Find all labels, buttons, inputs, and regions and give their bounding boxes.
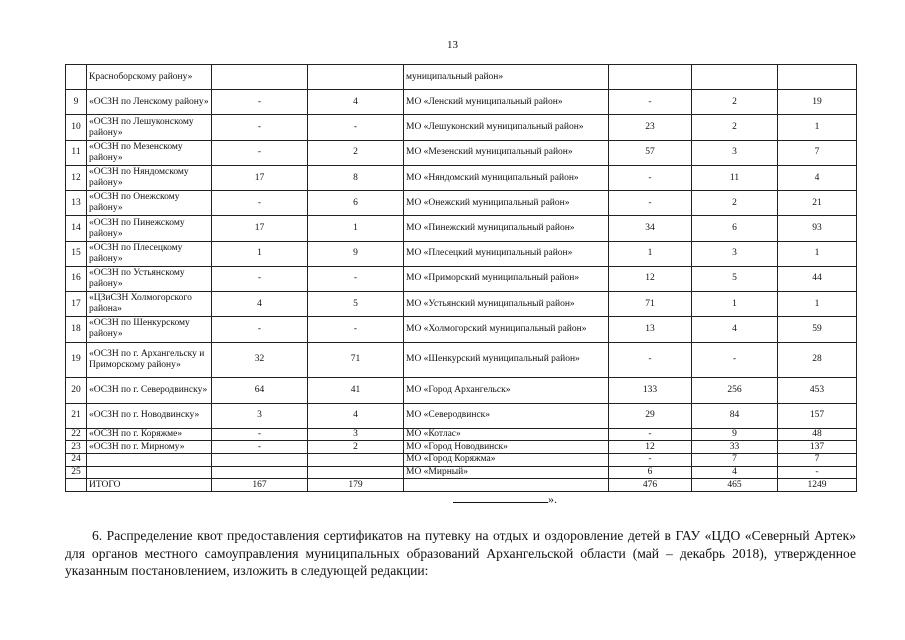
value-cell: 21 <box>778 191 857 216</box>
organization-cell: «ОСЗН по Лешуконскому району» <box>87 115 212 140</box>
value-cell: 8 <box>308 165 404 190</box>
value-cell: 93 <box>778 216 857 241</box>
value-cell: - <box>212 115 308 140</box>
organization-cell: «ЦЗиСЗН Холмогорского района» <box>87 292 212 317</box>
value-cell: - <box>212 140 308 165</box>
value-cell: - <box>212 441 308 454</box>
value-cell: 1 <box>778 292 857 317</box>
value-cell: 4 <box>212 292 308 317</box>
organization-cell: «ОСЗН по Устьянскому району» <box>87 266 212 291</box>
row-number: 20 <box>66 378 87 403</box>
value-cell: 32 <box>212 342 308 378</box>
value-cell: 2 <box>308 140 404 165</box>
value-cell <box>609 65 692 90</box>
value-cell <box>778 65 857 90</box>
value-cell: 1 <box>778 115 857 140</box>
value-cell: 1 <box>692 292 778 317</box>
value-cell: 6 <box>692 216 778 241</box>
value-cell: 48 <box>778 428 857 441</box>
value-cell: 44 <box>778 266 857 291</box>
value-cell: 9 <box>308 241 404 266</box>
value-cell: 2 <box>692 191 778 216</box>
table-row <box>66 292 857 317</box>
row-number: 21 <box>66 403 87 428</box>
value-cell: 29 <box>609 403 692 428</box>
page-number: 13 <box>447 39 458 51</box>
municipality-cell: МО «Ленский муниципальный район» <box>404 90 609 115</box>
municipality-cell: МО «Лешуконский муниципальный район» <box>404 115 609 140</box>
value-cell <box>212 65 308 90</box>
row-number <box>66 479 87 492</box>
value-cell: - <box>212 191 308 216</box>
table-row <box>66 65 857 90</box>
closing-mark <box>453 492 557 507</box>
organization-cell: Красноборскому району» <box>87 65 212 90</box>
row-number: 24 <box>66 454 87 467</box>
value-cell: 11 <box>692 165 778 190</box>
value-cell: - <box>308 317 404 342</box>
value-cell: 4 <box>778 165 857 190</box>
organization-cell <box>87 466 212 479</box>
municipality-cell: МО «Город Архангельск» <box>404 378 609 403</box>
value-cell: 3 <box>212 403 308 428</box>
value-cell: - <box>212 266 308 291</box>
municipality-cell: МО «Город Коряжма» <box>404 454 609 467</box>
row-number: 11 <box>66 140 87 165</box>
table-row <box>66 266 857 291</box>
organization-cell: «ОСЗН по Плесецкому району» <box>87 241 212 266</box>
value-cell: 57 <box>609 140 692 165</box>
value-cell: 476 <box>609 479 692 492</box>
value-cell: 71 <box>609 292 692 317</box>
value-cell: - <box>212 317 308 342</box>
value-cell <box>212 454 308 467</box>
municipality-cell: муниципальный район» <box>404 65 609 90</box>
value-cell: 19 <box>778 90 857 115</box>
value-cell: 465 <box>692 479 778 492</box>
closing-quote: ». <box>548 492 557 506</box>
row-number: 23 <box>66 441 87 454</box>
organization-cell: «ОСЗН по г. Северодвинску» <box>87 378 212 403</box>
row-number: 22 <box>66 428 87 441</box>
value-cell: - <box>308 266 404 291</box>
value-cell: 23 <box>609 115 692 140</box>
value-cell: 17 <box>212 165 308 190</box>
value-cell <box>308 454 404 467</box>
municipality-cell: МО «Шенкурский муниципальный район» <box>404 342 609 378</box>
organization-cell <box>87 454 212 467</box>
value-cell <box>308 466 404 479</box>
table-row <box>66 115 857 140</box>
organization-cell: «ОСЗН по г. Мирному» <box>87 441 212 454</box>
signature-line <box>453 494 548 503</box>
table-row <box>66 428 857 441</box>
value-cell: 3 <box>692 241 778 266</box>
value-cell: - <box>212 90 308 115</box>
value-cell: 6 <box>609 466 692 479</box>
value-cell: - <box>212 428 308 441</box>
row-number <box>66 65 87 90</box>
municipality-cell: МО «Онежский муниципальный район» <box>404 191 609 216</box>
row-number: 10 <box>66 115 87 140</box>
organization-cell: «ОСЗН по г. Коряжме» <box>87 428 212 441</box>
row-number: 17 <box>66 292 87 317</box>
value-cell: - <box>609 90 692 115</box>
municipality-cell <box>404 479 609 492</box>
value-cell: 2 <box>692 115 778 140</box>
quota-table <box>65 64 857 492</box>
value-cell: 4 <box>308 90 404 115</box>
value-cell: 7 <box>778 140 857 165</box>
value-cell: - <box>609 342 692 378</box>
row-number: 18 <box>66 317 87 342</box>
value-cell <box>212 466 308 479</box>
value-cell: - <box>778 466 857 479</box>
value-cell: 4 <box>692 317 778 342</box>
value-cell: 6 <box>308 191 404 216</box>
value-cell: 1 <box>308 216 404 241</box>
value-cell: 133 <box>609 378 692 403</box>
municipality-cell: МО «Пинежский муниципальный район» <box>404 216 609 241</box>
value-cell <box>308 65 404 90</box>
row-number: 12 <box>66 165 87 190</box>
value-cell: 64 <box>212 378 308 403</box>
table-row <box>66 191 857 216</box>
value-cell: 1 <box>212 241 308 266</box>
organization-cell: «ОСЗН по Ленскому району» <box>87 90 212 115</box>
row-number: 14 <box>66 216 87 241</box>
value-cell: 157 <box>778 403 857 428</box>
value-cell <box>692 65 778 90</box>
municipality-cell: МО «Плесецкий муниципальный район» <box>404 241 609 266</box>
value-cell: - <box>609 191 692 216</box>
value-cell: 2 <box>308 441 404 454</box>
value-cell: - <box>308 115 404 140</box>
organization-cell: «ОСЗН по Мезенскому району» <box>87 140 212 165</box>
value-cell: 5 <box>692 266 778 291</box>
table-row <box>66 90 857 115</box>
table-row <box>66 216 857 241</box>
row-number: 13 <box>66 191 87 216</box>
municipality-cell: МО «Котлас» <box>404 428 609 441</box>
organization-cell: «ОСЗН по г. Новодвинску» <box>87 403 212 428</box>
municipality-cell: МО «Холмогорский муниципальный район» <box>404 317 609 342</box>
municipality-cell: МО «Приморский муниципальный район» <box>404 266 609 291</box>
row-number: 19 <box>66 342 87 378</box>
value-cell: 41 <box>308 378 404 403</box>
value-cell: - <box>609 165 692 190</box>
table-row <box>66 466 857 479</box>
value-cell: 256 <box>692 378 778 403</box>
value-cell: 12 <box>609 266 692 291</box>
value-cell: 1249 <box>778 479 857 492</box>
municipality-cell: МО «Город Новодвинск» <box>404 441 609 454</box>
row-number: 9 <box>66 90 87 115</box>
total-label: ИТОГО <box>87 479 212 492</box>
row-number: 25 <box>66 466 87 479</box>
organization-cell: «ОСЗН по Онежскому району» <box>87 191 212 216</box>
value-cell: 34 <box>609 216 692 241</box>
municipality-cell: МО «Мирный» <box>404 466 609 479</box>
table-row <box>66 342 857 378</box>
municipality-cell: МО «Устьянский муниципальный район» <box>404 292 609 317</box>
municipality-cell: МО «Северодвинск» <box>404 403 609 428</box>
table-row <box>66 317 857 342</box>
value-cell: 7 <box>778 454 857 467</box>
total-row <box>66 479 857 492</box>
value-cell: 453 <box>778 378 857 403</box>
organization-cell: «ОСЗН по Няндомскому району» <box>87 165 212 190</box>
value-cell: 28 <box>778 342 857 378</box>
value-cell: 179 <box>308 479 404 492</box>
organization-cell: «ОСЗН по Шенкурскому району» <box>87 317 212 342</box>
value-cell: - <box>609 454 692 467</box>
value-cell: 3 <box>692 140 778 165</box>
organization-cell: «ОСЗН по г. Архангельску и Приморскому району» <box>87 342 212 378</box>
table-row <box>66 441 857 454</box>
table-row <box>66 241 857 266</box>
value-cell: 1 <box>609 241 692 266</box>
table-row <box>66 403 857 428</box>
value-cell: 1 <box>778 241 857 266</box>
row-number: 15 <box>66 241 87 266</box>
value-cell: 33 <box>692 441 778 454</box>
value-cell: 7 <box>692 454 778 467</box>
value-cell: 84 <box>692 403 778 428</box>
value-cell: 5 <box>308 292 404 317</box>
table-row <box>66 454 857 467</box>
body-paragraph: 6. Распределение квот предоставления сертификатов на путевку на отдых и оздоровление детей в ГАУ «ЦДО «Северный Артек» для органов местного самоуправления муниципальных образований Архангельской области (май – декабрь 2018), утвержденное указанным постановлением, изложить в следующей редакции: <box>65 528 856 578</box>
value-cell: 12 <box>609 441 692 454</box>
table-row <box>66 378 857 403</box>
value-cell: 4 <box>308 403 404 428</box>
value-cell: 59 <box>778 317 857 342</box>
value-cell: 137 <box>778 441 857 454</box>
value-cell: - <box>692 342 778 378</box>
value-cell: 13 <box>609 317 692 342</box>
municipality-cell: МО «Няндомский муниципальный район» <box>404 165 609 190</box>
row-number: 16 <box>66 266 87 291</box>
value-cell: 9 <box>692 428 778 441</box>
municipality-cell: МО «Мезенский муниципальный район» <box>404 140 609 165</box>
value-cell: - <box>609 428 692 441</box>
value-cell: 3 <box>308 428 404 441</box>
value-cell: 17 <box>212 216 308 241</box>
value-cell: 2 <box>692 90 778 115</box>
value-cell: 4 <box>692 466 778 479</box>
table-row <box>66 165 857 190</box>
value-cell: 167 <box>212 479 308 492</box>
value-cell: 71 <box>308 342 404 378</box>
organization-cell: «ОСЗН по Пинежскому району» <box>87 216 212 241</box>
table-row <box>66 140 857 165</box>
